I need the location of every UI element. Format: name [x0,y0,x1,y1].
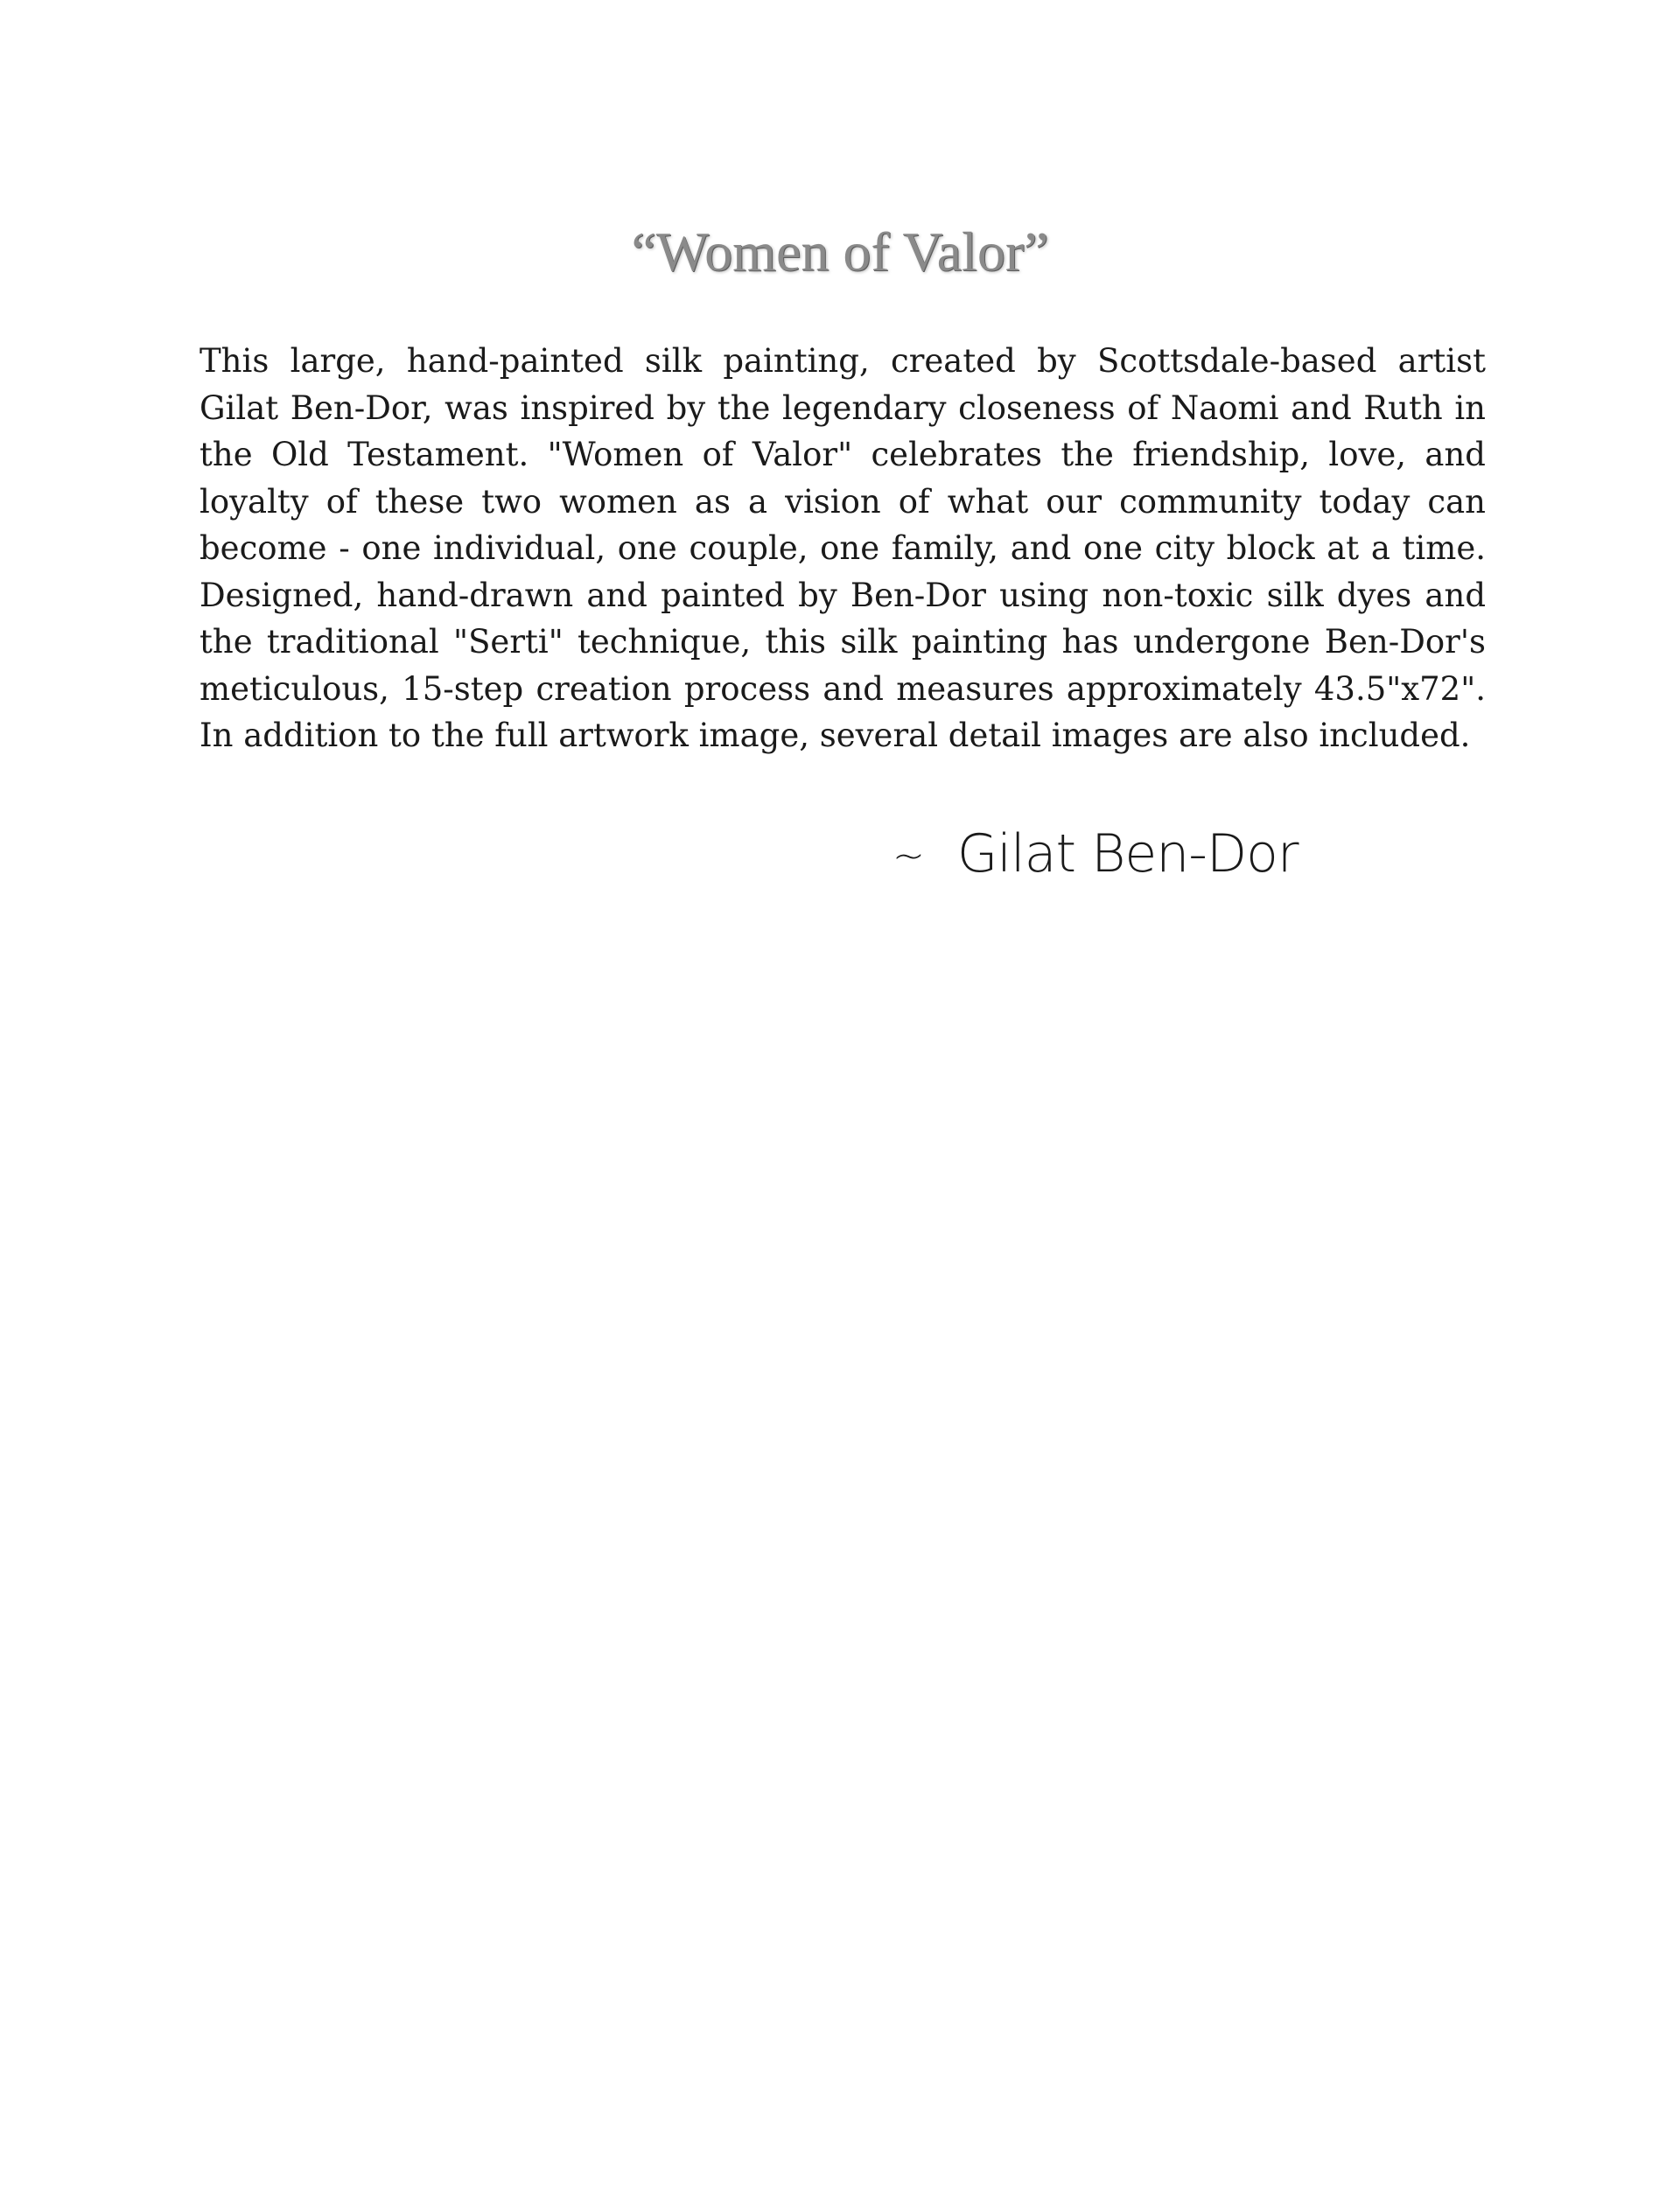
document-title: “Women of Valor” [631,220,1049,283]
signature-name: Gilat Ben-Dor [956,823,1298,885]
description-paragraph: This large, hand-painted silk painting, created by Scottsdale-based artist Gilat Ben-Dor, was inspired by the legendary closeness of Naomi and Ruth in the Old Testament. "Women of Valor" celebrates the friendship, love, and loyalty of these two women as a vision of what our community today can become - one individual, one couple, one family, and one city block at a time. Designed, hand-drawn and painted by Ben-Dor using non-toxic silk dyes and the traditional "Serti" technique, this silk painting has undergone Ben-Dor's meticulous, 15-step creation process and measures approximately 43.5"x72". In addition to the full artwork image, several detail images are also included. [200,342,1486,754]
signature-dash: ~ [892,834,924,879]
artist-signature [892,822,1505,885]
